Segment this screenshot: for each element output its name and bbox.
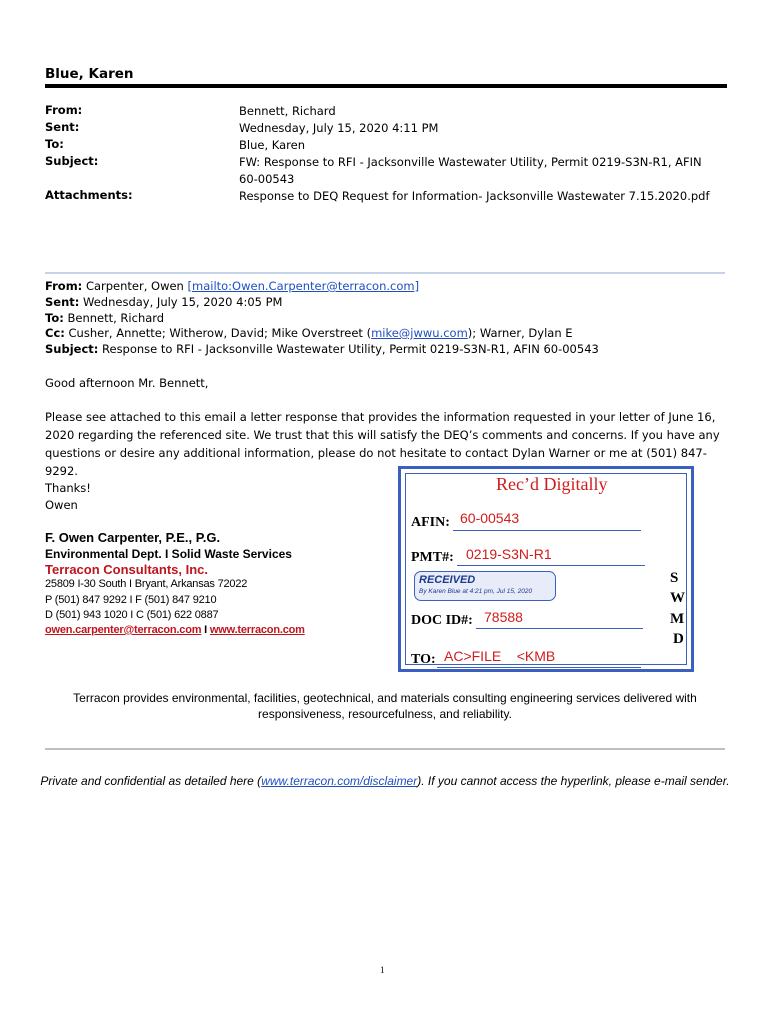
stamp-side-letter-m: M [670, 611, 685, 627]
forward-cc-line [45, 326, 573, 340]
confidentiality-footer [40, 773, 730, 789]
signature-website-link[interactable]: www.terracon.com [209, 624, 305, 636]
received-badge-title: RECEIVED [419, 574, 476, 586]
to-label: To: [45, 137, 64, 151]
company-tagline: Terracon provides environmental, facilities, geotechnical, and materials consulting engineering services delivered with responsiveness, resourcefulness, and reliability. [73, 691, 697, 721]
forward-sent-label: Sent: [45, 295, 80, 309]
stamp-side-letter-w: W [670, 590, 685, 606]
signature-phone-fax: P (501) 847 9292 I F (501) 847 9210 [45, 594, 217, 606]
footer-divider [45, 748, 725, 750]
greeting: Good afternoon Mr. Bennett, [45, 376, 209, 390]
forward-divider [45, 272, 725, 274]
forward-to-label: To: [45, 311, 64, 325]
stamp-afin-value: 60-00543 [460, 510, 520, 526]
subject-value: FW: Response to RFI - Jacksonville Wastewater Utility, Permit 0219-S3N-R1, AFIN 60-00543 [239, 155, 702, 186]
received-badge [414, 571, 556, 601]
signature-address: 25809 I-30 South I Bryant, Arkansas 72022 [45, 578, 248, 590]
signature-links [45, 624, 305, 636]
signoff: Owen [45, 498, 78, 512]
thanks: Thanks! [45, 481, 91, 495]
sent-value: Wednesday, July 15, 2020 4:11 PM [239, 121, 439, 135]
mailbox-owner-name: Blue, Karen [45, 66, 134, 82]
stamp-to-line [437, 667, 641, 668]
subject-label: Subject: [45, 154, 99, 168]
stamp-side-letter-d: D [673, 631, 684, 647]
forward-subject-label: Subject: [45, 342, 99, 356]
stamp-pmt-value: 0219-S3N-R1 [466, 546, 552, 562]
stamp-afin-line [453, 530, 641, 531]
forward-sent-line [45, 295, 282, 309]
signature-direct-cell: D (501) 943 1020 I C (501) 622 0887 [45, 609, 219, 621]
stamp-pmt-label: PMT#: [411, 550, 454, 565]
stamp-docid-value: 78588 [484, 609, 523, 625]
forward-from-line [45, 279, 419, 293]
forward-sent-value: Wednesday, July 15, 2020 4:05 PM [83, 295, 283, 309]
stamp-afin-label: AFIN: [411, 515, 450, 530]
received-badge-subtitle: By Karen Blue at 4:21 pm, Jul 15, 2020 [419, 588, 533, 595]
stamp-to-label: TO: [411, 652, 436, 667]
to-value: Blue, Karen [239, 138, 305, 152]
from-label: From: [45, 103, 83, 117]
forward-cc-part2: ); Warner, Dylan E [467, 326, 573, 340]
signature-email-link[interactable]: owen.carpenter@terracon.com [45, 624, 202, 636]
footer-text-post: ). If you cannot access the hyperlink, please e-mail sender. [417, 774, 730, 788]
from-value: Bennett, Richard [239, 104, 336, 118]
received-stamp [398, 466, 694, 672]
forward-to-line [45, 311, 164, 325]
signature-company: Terracon Consultants, Inc. [45, 562, 209, 577]
header-rule [45, 84, 727, 88]
forward-cc-label: Cc: [45, 326, 65, 340]
footer-text-pre: Private and confidential as detailed here ( [40, 774, 262, 788]
stamp-side-letter-s: S [670, 570, 679, 586]
page-number: 1 [380, 965, 385, 975]
disclaimer-link[interactable]: www.terracon.com/disclaimer [261, 774, 418, 788]
forward-to-value: Bennett, Richard [67, 311, 165, 325]
stamp-docid-label: DOC ID#: [411, 613, 473, 628]
signature-separator: I [201, 624, 210, 636]
stamp-docid-line [476, 628, 643, 629]
forward-cc-part1: Cusher, Annette; Witherow, David; Mike Overstreet ( [68, 326, 372, 340]
forward-subject-line [45, 342, 599, 356]
forward-cc-email-link[interactable]: mike@jwwu.com [371, 326, 468, 340]
forward-subject-value: Response to RFI - Jacksonville Wastewater Utility, Permit 0219-S3N-R1, AFIN 60-00543 [102, 342, 599, 356]
sent-label: Sent: [45, 120, 80, 134]
forward-from-label: From: [45, 279, 83, 293]
forward-from-email-link[interactable]: [mailto:Owen.Carpenter@terracon.com] [187, 279, 420, 293]
stamp-to-value: AC>FILE <KMB [444, 648, 556, 664]
message-paragraph: Please see attached to this email a letter response that provides the information requested in your letter of June 16, 2020 regarding the referenced site. We trust that this will satisfy the DEQ’s comments and concerns. If you have any questions or desire any additional information, please do not hesitate to contact Dylan Warner or me at (501) 847-9292. [45, 410, 720, 478]
signature-name: F. Owen Carpenter, P.E., P.G. [45, 530, 221, 545]
stamp-title: Rec’d Digitally [496, 474, 608, 494]
stamp-pmt-line [457, 565, 645, 566]
attachments-label: Attachments: [45, 188, 133, 202]
forward-from-name: Carpenter, Owen [85, 279, 184, 293]
attachment-file-link[interactable]: Response to DEQ Request for Information- Jacksonville Wastewater 7.15.2020.pdf [239, 189, 710, 203]
signature-department: Environmental Dept. I Solid Waste Services [45, 547, 292, 561]
